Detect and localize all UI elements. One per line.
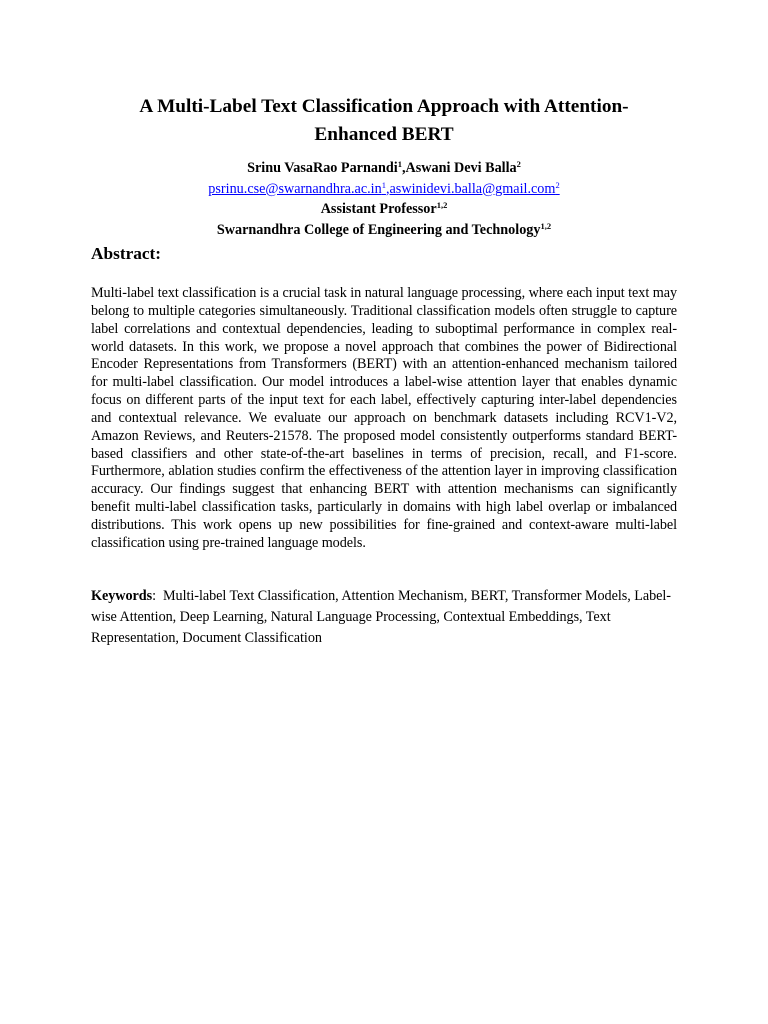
email-link[interactable]: aswinidevi.balla@gmail.com xyxy=(389,180,556,197)
paper-title: A Multi-Label Text Classification Approach with Attention-Enhanced BERT xyxy=(139,96,629,145)
email-link[interactable]: psrinu.cse@swarnandhra.ac.in xyxy=(208,180,382,197)
keywords-label: Keywords xyxy=(91,588,153,604)
email-superscript-link[interactable]: 1 xyxy=(381,179,386,190)
author-superscript: 1 xyxy=(397,159,402,169)
author-superscript: 2 xyxy=(516,159,521,169)
keywords-colon: : xyxy=(152,588,156,604)
keywords-paragraph xyxy=(91,586,681,649)
author-name: Aswani Devi Balla xyxy=(405,160,517,176)
author-name: Srinu VasaRao Parnandi xyxy=(247,160,398,176)
keywords-list: Multi-label Text Classification, Attention Mechanism, BERT, Transformer Models, Label-wise Attention, Deep Learning, Natural Language Processing, Contextual Embeddings, Text Representation, Document Classification xyxy=(91,588,671,646)
affiliation-text: Swarnandhra College of Engineering and Technology xyxy=(216,221,541,238)
affiliation-superscript: 1,2 xyxy=(540,220,552,231)
author-position xyxy=(84,199,684,220)
author-block xyxy=(84,158,684,240)
email-separator[interactable]: , xyxy=(385,180,390,197)
abstract-body: Multi-label text classification is a crucial task in natural language processing, where each input text may belong to multiple categories simultaneously. Traditional classification models often struggle to capture label correlations and contextual dependencies, leading to suboptimal performance in complex real-world datasets. In this work, we propose a novel approach that combines the power of Bidirectional Encoder Representations from Transformers (BERT) with an attention-enhanced mechanism tailored for multi-label classification. Our model introduces a label-wise attention layer that enables dynamic focus on different parts of the input text for each label, effectively capturing inter-label dependencies and contextual relevance. We evaluate our approach on benchmark datasets including RCV1-V2, Amazon Reviews, and Reuters-21578. The proposed model consistently outperforms standard BERT-based classifiers and other state-of-the-art baselines in terms of precision, recall, and F1-score. Furthermore, ablation studies confirm the effectiveness of the attention layer in improving classification accuracy. Our findings suggest that enhancing BERT with attention mechanisms can significantly benefit multi-label classification tasks, particularly in domains with high label overlap or imbalanced distributions. This work opens up new possibilities for fine-grained and context-aware multi-label classification using pre-trained language models. xyxy=(91,285,677,551)
author-separator: , xyxy=(401,160,406,176)
email-superscript-link[interactable]: 2 xyxy=(555,179,560,190)
author-affiliation xyxy=(84,220,684,241)
position-superscript: 1,2 xyxy=(436,200,448,210)
author-names xyxy=(84,158,684,179)
author-emails xyxy=(84,179,684,200)
abstract-heading: Abstract: xyxy=(91,244,162,263)
position-text: Assistant Professor xyxy=(320,201,437,217)
